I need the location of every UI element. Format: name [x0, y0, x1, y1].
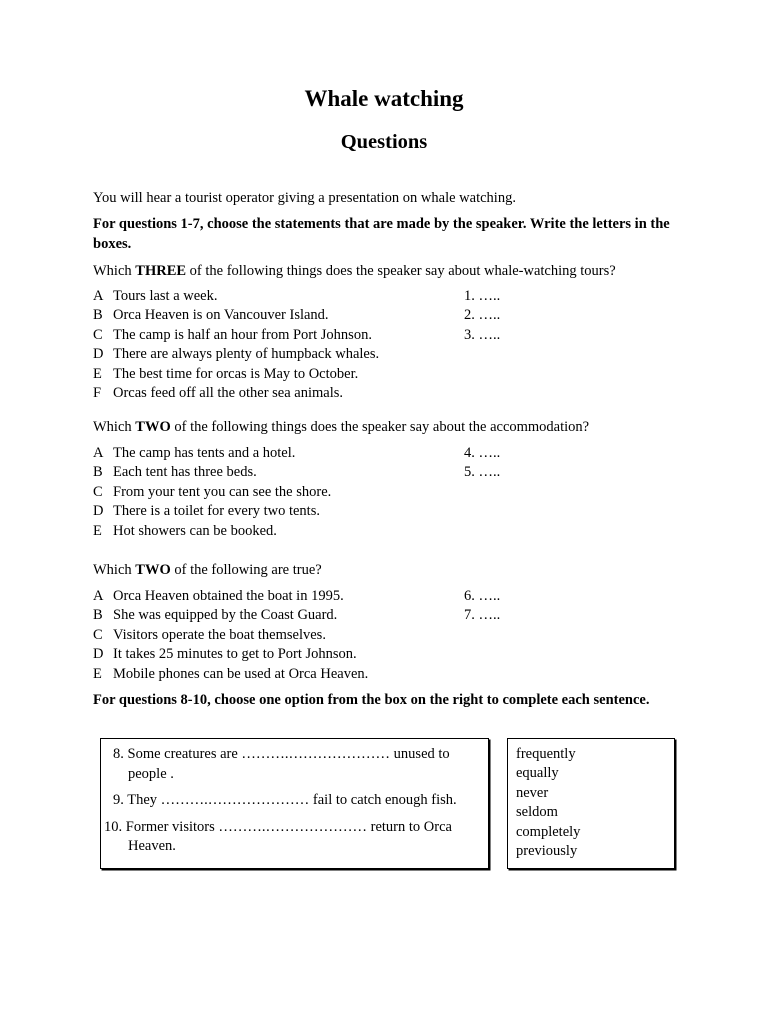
option-letter: B — [93, 607, 103, 624]
question-prefix: Which — [93, 263, 136, 279]
word-option: completely — [516, 823, 581, 840]
option-text: She was equipped by the Coast Guard. — [113, 607, 338, 624]
option-item — [93, 444, 331, 463]
sentence-9: 9. They ……….………………… fail to catch enough fish. — [113, 792, 457, 808]
answer-slots-true-statements — [464, 587, 500, 626]
option-letter: C — [93, 326, 103, 343]
question-rest: of the following things does the speaker say about the accommodation? — [170, 419, 590, 435]
option-text: The best time for orcas is May to October. — [113, 365, 359, 382]
sentence-8-line-2: people . — [128, 766, 174, 782]
option-item — [93, 626, 368, 645]
option-letter: A — [93, 445, 104, 461]
sentence-10-line-2: Heaven. — [128, 838, 176, 854]
document-subtitle: Questions — [340, 131, 428, 153]
option-item — [93, 587, 368, 606]
sentence-10-line-1: 10. Former visitors ……….………………… return to Orca — [104, 819, 452, 835]
option-text: Mobile phones can be used at Orca Heaven. — [113, 665, 369, 682]
option-letter: F — [93, 384, 102, 401]
word-option: seldom — [516, 804, 558, 821]
option-letter: B — [93, 307, 103, 324]
question-true-statements — [93, 560, 683, 580]
word-option: never — [516, 784, 549, 801]
option-letter: D — [93, 346, 104, 363]
word-option: previously — [516, 842, 578, 859]
question-prefix: Which — [93, 562, 136, 578]
option-text: It takes 25 minutes to get to Port Johnson. — [113, 646, 357, 663]
answer-slot[interactable]: 1. ….. — [464, 288, 501, 304]
option-item — [93, 345, 379, 364]
option-item — [93, 606, 368, 625]
question-tours — [93, 261, 683, 281]
answer-slot[interactable]: 4. ….. — [464, 445, 501, 461]
option-item — [93, 287, 379, 306]
option-letter: B — [93, 464, 103, 481]
word-options-box — [507, 738, 675, 869]
question-count: THREE — [135, 263, 187, 279]
option-letter: D — [93, 646, 104, 663]
option-letter: E — [93, 522, 102, 539]
option-text: Visitors operate the boat themselves. — [113, 626, 326, 643]
answer-slot[interactable]: 2. ….. — [464, 307, 501, 324]
options-accommodation — [93, 444, 331, 541]
intro-text: You will hear a tourist operator giving a presentation on whale watching. — [93, 190, 516, 206]
answer-slot[interactable]: 5. ….. — [464, 464, 501, 481]
answer-slot[interactable]: 6. ….. — [464, 588, 501, 604]
option-text: Orca Heaven is on Vancouver Island. — [113, 307, 329, 324]
option-item — [93, 463, 331, 482]
word-option: frequently — [516, 746, 576, 762]
option-text: From your tent you can see the shore. — [113, 483, 332, 500]
option-text: There are always plenty of humpback whales. — [113, 346, 380, 363]
question-rest: of the following things does the speaker say about whale-watching tours? — [186, 263, 616, 279]
option-letter: E — [93, 665, 102, 682]
options-tours — [93, 287, 379, 403]
document-title: Whale watching — [304, 86, 464, 111]
option-letter: C — [93, 483, 103, 500]
option-letter: A — [93, 288, 104, 304]
option-text: Hot showers can be booked. — [113, 522, 277, 539]
answer-slots-tours — [464, 287, 500, 345]
sentence-completion-box — [100, 738, 489, 869]
option-item — [93, 522, 331, 541]
question-prefix: Which — [93, 419, 136, 435]
option-item — [93, 502, 331, 521]
option-letter: E — [93, 365, 102, 382]
question-count: TWO — [135, 562, 171, 578]
word-option: equally — [516, 765, 559, 782]
option-item — [93, 365, 379, 384]
option-item — [93, 665, 368, 684]
option-text: The camp has tents and a hotel. — [113, 445, 296, 461]
option-item — [93, 384, 379, 403]
option-letter: C — [93, 626, 103, 643]
instruction-8-10: For questions 8-10, choose one option from the box on the right to complete each sentence. — [93, 692, 650, 708]
option-item — [93, 645, 368, 664]
option-text: The camp is half an hour from Port Johnson. — [113, 326, 372, 343]
instruction-1-7: For questions 1-7, choose the statements that are made by the speaker. Write the letters in the boxes. — [93, 216, 670, 252]
option-letter: D — [93, 503, 104, 520]
options-true-statements — [93, 587, 368, 684]
word-options-list — [516, 745, 580, 861]
option-item — [93, 306, 379, 325]
option-text: There is a toilet for every two tents. — [113, 503, 320, 520]
answer-slots-accommodation — [464, 444, 500, 483]
question-accommodation — [93, 417, 683, 437]
question-rest: of the following are true? — [170, 562, 322, 578]
option-text: Orca Heaven obtained the boat in 1995. — [113, 588, 344, 604]
option-text: Each tent has three beds. — [113, 464, 257, 481]
answer-slot[interactable]: 3. ….. — [464, 326, 501, 343]
option-letter: A — [93, 588, 104, 604]
option-text: Tours last a week. — [113, 288, 218, 304]
sentence-8-line-1: 8. Some creatures are ……….………………… unused to — [113, 746, 450, 762]
option-text: Orcas feed off all the other sea animals. — [113, 384, 344, 401]
option-item — [93, 326, 379, 345]
question-count: TWO — [135, 419, 171, 435]
option-item — [93, 483, 331, 502]
answer-slot[interactable]: 7. ….. — [464, 607, 501, 624]
